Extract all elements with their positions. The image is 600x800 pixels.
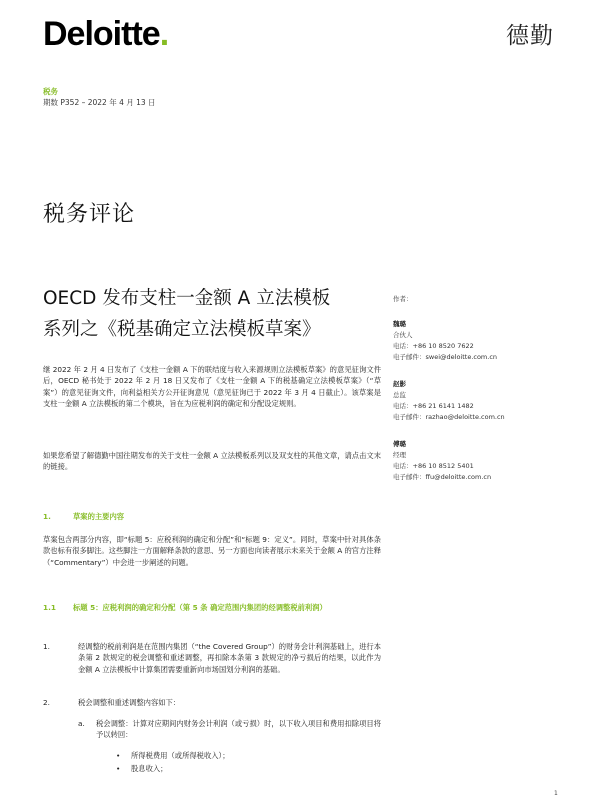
links-paragraph: 如果您希望了解德勤中国往期发布的关于支柱一金额 A 立法模板系列以及双支柱的其他文章，请点击文末的链接。 (43, 451, 381, 472)
page-number: 1 (554, 790, 558, 797)
section-1-1-title: 标题 5：应税利润的确定和分配（第 5 条 确定范围内集团的经调整税前利润） (73, 603, 327, 612)
sub-item-text: 税会调整：计算对应期间内财务会计利润（或亏损）时，以下收入项目和费用扣除项目将予以转回： (96, 719, 381, 740)
section-1-number: 1. (43, 512, 51, 521)
issue-info: 期数 P352 – 2022 年 4 月 13 日 (43, 98, 156, 107)
author-title: 总监 (393, 391, 406, 399)
author-email[interactable]: 电子邮件：swei@deloitte.com.cn (393, 353, 498, 361)
deloitte-logo (43, 14, 168, 54)
list-item-1-number: 1. (43, 642, 50, 651)
author-email[interactable]: 电子邮件：ffu@deloitte.com.cn (393, 473, 492, 481)
logo-dot: . (159, 15, 169, 53)
bullet-item-1: 所得税费用（或所得税收入）； (131, 751, 230, 760)
section-1-paragraph: 草案包含两部分内容，即“标题 5：应税利润的确定和分配”和“标题 9：定义”。同时，草案中针对具体条款也标有很多脚注。这些脚注一方面解释条款的意思、另一方面也向读者展示未来关于金额 A 的官方注释（“Commentary”）中会进一步阐述的问题。 (43, 535, 381, 567)
authors-label: 作者： (393, 295, 413, 303)
author-phone: 电话：+86 21 6141 1482 (393, 402, 474, 410)
article-title-line2: 系列之《税基确定立法模板草案》 (43, 319, 321, 340)
logo-text: Deloitte (43, 15, 160, 53)
article-title-line1: OECD 发布支柱一金额 A 立法模板 (43, 288, 331, 309)
author-name: 魏璐 (393, 320, 406, 328)
bullet-item-2: 股息收入； (131, 764, 168, 773)
bullet-icon: • (116, 764, 121, 773)
publication-title: 税务评论 (43, 202, 136, 227)
author-email[interactable]: 电子邮件：razhao@deloitte.com.cn (393, 413, 505, 421)
deloitte-logo-cn: 德勤 (506, 23, 554, 49)
section-1-1-number: 1.1 (43, 603, 56, 612)
author-phone: 电话：+86 10 8512 5401 (393, 462, 474, 470)
list-item-2-text: 税会调整和重述调整内容如下： (78, 698, 181, 707)
section-1-title: 草案的主要内容 (73, 512, 125, 521)
sub-item-letter: a. (78, 719, 85, 728)
author-name: 赵影 (393, 380, 406, 388)
category-label: 税务 (43, 87, 58, 96)
author-title: 合伙人 (393, 331, 413, 339)
bullet-icon: • (116, 751, 121, 760)
list-item-1-text: 经调整的税前利润是在范围内集团（“the Covered Group”）的财务会计利润基础上，进行本条第 2 款规定的税会调整和重述调整，再扣除本条第 3 款规定的净亏损后的结果，以此作为金额 A 立法模板中计算集团需要重新向市场国划分利润的基础。 (78, 642, 381, 674)
article-title (43, 283, 383, 345)
intro-paragraph: 继 2022 年 2 月 4 日发布了《支柱一金额 A 下的联结度与收入来源规则立法模板草案》的意见征询文件后，OECD 秘书处于 2022 年 2 月 18 日又发布了《支柱一金额 A 下的税基确定立法模板草案》（“草案”）的意见征询文件，向利益相关方公开征询意见（意见征询已于 2022 年 3 月 4 日截止）。该草案是支柱一金额 A 立法模板的第二个模块，旨在为应税利润的确定和分配设定规则。 (43, 365, 381, 409)
author-title: 经理 (393, 451, 406, 459)
list-item-2-number: 2. (43, 698, 50, 707)
author-phone: 电话：+86 10 8520 7622 (393, 342, 474, 350)
author-name: 傅璐 (393, 440, 406, 448)
